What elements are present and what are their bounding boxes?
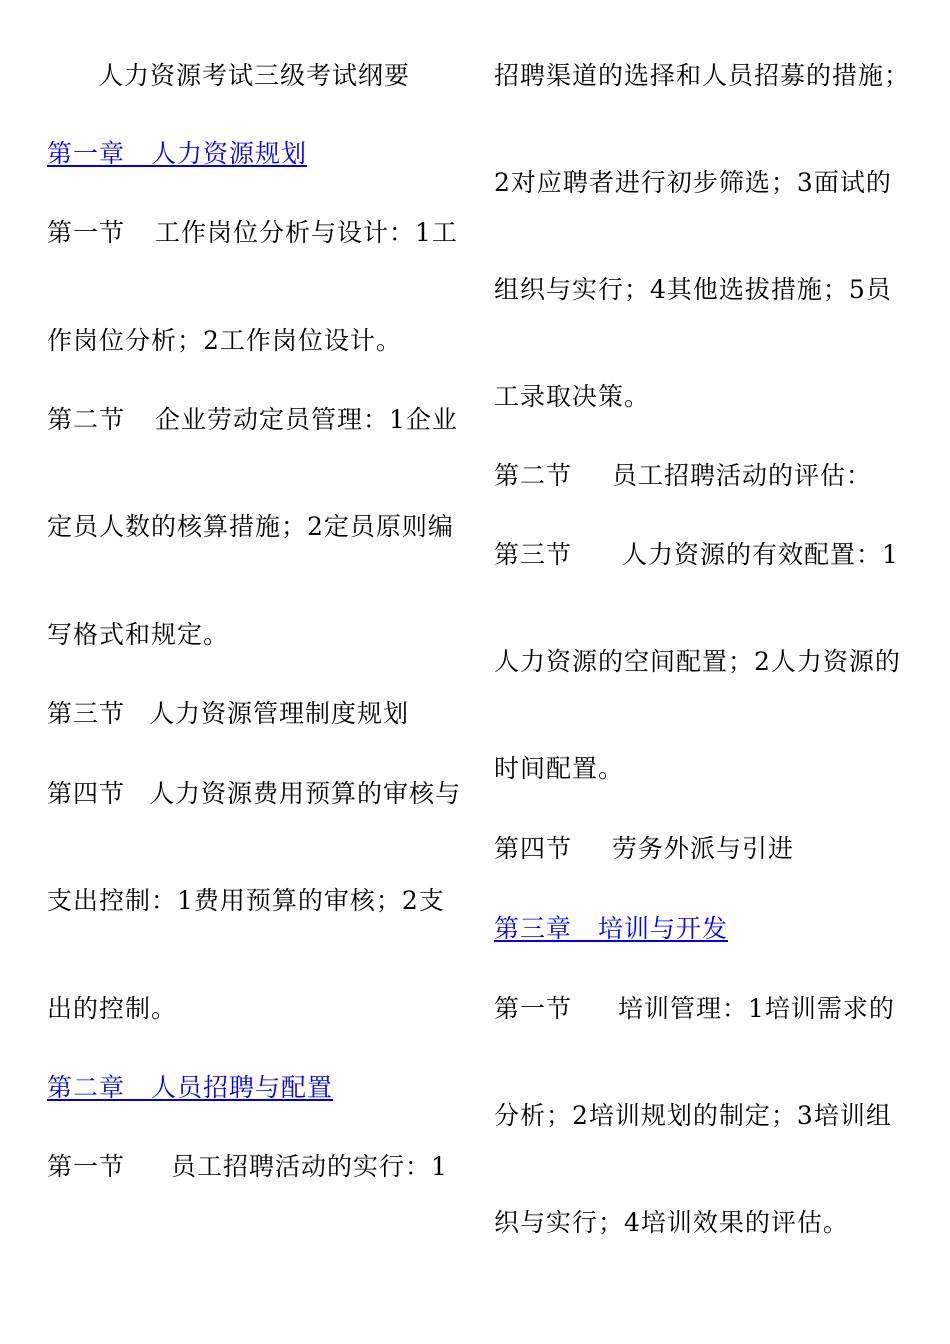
chapter-1-section-3 bbox=[47, 698, 409, 730]
chapter-2-section-2 bbox=[494, 460, 872, 492]
chapter-1-link[interactable]: 第一章 人力资源规划 bbox=[47, 139, 308, 168]
section-text: 工作岗位分析与设计：1工 bbox=[155, 218, 458, 247]
chapter-3-link[interactable]: 第三章 培训与开发 bbox=[494, 914, 729, 943]
section-text: 培训管理：1培训需求的 bbox=[618, 994, 895, 1023]
text-line: 支出控制：1费用预算的审核；2支 bbox=[47, 886, 445, 915]
text-line: 工录取决策。 bbox=[494, 382, 651, 411]
section-label: 第一节 bbox=[47, 1152, 126, 1181]
chapter-1-section-1 bbox=[47, 217, 458, 249]
section-label: 第二节 bbox=[47, 405, 126, 434]
chapter-1-section-2 bbox=[47, 404, 458, 436]
section-label: 第四节 bbox=[494, 834, 573, 863]
section-text: 人力资源费用预算的审核与 bbox=[149, 779, 462, 808]
text-line: 招聘渠道的选择和人员招募的措施； bbox=[494, 61, 911, 90]
chapter-2-section-3 bbox=[494, 539, 899, 571]
chapter-2-link[interactable]: 第二章 人员招聘与配置 bbox=[47, 1073, 334, 1102]
text-line: 作岗位分析；2工作岗位设计。 bbox=[47, 326, 402, 355]
text-line: 写格式和规定。 bbox=[47, 620, 230, 649]
section-label: 第二节 bbox=[494, 461, 573, 490]
section-text: 企业劳动定员管理：1企业 bbox=[155, 405, 458, 434]
text-line: 组织与实行；4其他选拔措施；5员 bbox=[494, 275, 892, 304]
text-line: 2对应聘者进行初步筛选；3面试的 bbox=[494, 168, 892, 197]
document-title: 人力资源考试三级考试纲要 bbox=[98, 61, 411, 90]
text-line: 出的控制。 bbox=[47, 994, 178, 1023]
section-label: 第一节 bbox=[494, 994, 573, 1023]
text-line: 织与实行；4培训效果的评估。 bbox=[494, 1208, 849, 1237]
section-text: 员工招聘活动的评估： bbox=[612, 461, 873, 490]
text-line: 分析；2培训规划的制定；3培训组 bbox=[494, 1101, 892, 1130]
text-line: 人力资源的空间配置；2人力资源的 bbox=[494, 647, 901, 676]
section-text: 人力资源管理制度规划 bbox=[149, 699, 410, 728]
section-text: 人力资源的有效配置：1 bbox=[622, 540, 899, 569]
chapter-2-section-4 bbox=[494, 833, 794, 865]
chapter-2-section-1 bbox=[47, 1151, 448, 1183]
text-line: 时间配置。 bbox=[494, 754, 625, 783]
section-label: 第三节 bbox=[47, 699, 126, 728]
section-text: 员工招聘活动的实行：1 bbox=[171, 1152, 448, 1181]
section-label: 第一节 bbox=[47, 218, 126, 247]
chapter-3-section-1 bbox=[494, 993, 895, 1025]
section-text: 劳务外派与引进 bbox=[612, 834, 795, 863]
section-label: 第三节 bbox=[494, 540, 573, 569]
chapter-1-section-4 bbox=[47, 778, 461, 810]
text-line: 定员人数的核算措施；2定员原则编 bbox=[47, 512, 454, 541]
section-label: 第四节 bbox=[47, 779, 126, 808]
